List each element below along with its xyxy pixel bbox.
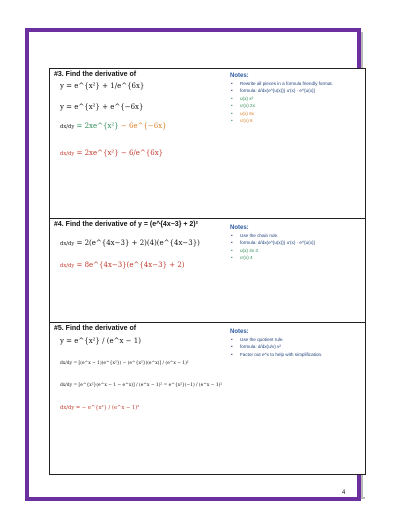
answer-expression: = 8e^{4x−3}(e^{4x−3} + 2)	[76, 261, 185, 269]
derivative-step	[60, 122, 167, 130]
note-item: • Use the chain rule.	[230, 233, 362, 238]
notes-panel	[230, 225, 362, 261]
problem-title: #5. Find the derivative of	[54, 325, 137, 332]
page-frame	[25, 28, 361, 501]
factored-step: dx/dy = [e^{x²}(e^x − 1 − e^x)] / (e^x − 1)² = e^{x²}(−1) / (e^x − 1)²	[60, 383, 223, 388]
chain-rule-expression: = 2(e^{4x−3} + 2)(4)(e^{4x−3})	[76, 239, 200, 247]
page-number: 4	[342, 490, 346, 496]
notes-title: Notes:	[230, 73, 249, 79]
given-function: y = e^{x²} + 1/e^{6x}	[60, 82, 145, 90]
notes-panel	[230, 329, 362, 357]
final-answer	[60, 149, 163, 157]
derivative-term-2: − 6e^{−6x}	[118, 122, 167, 130]
note-item: • formula: d/dx(e^{u(x)}) u′(x) · e^{u(x)}	[230, 240, 362, 245]
problem-5-box	[49, 322, 366, 475]
note-item: • formula: d/dx(e^{u(x)}) u′(x) · e^{u(x)}	[230, 88, 362, 93]
final-answer: dx/dy = − e^{x²} / (e^x − 1)²	[60, 405, 140, 411]
note-item: • Rewrite all pieces in a formula friendly format.	[230, 81, 362, 86]
notes-panel	[230, 73, 362, 123]
note-item: • u(x) 4x 3	[230, 248, 362, 253]
note-item: • u′(x) 6	[230, 118, 362, 123]
derivative-symbol: dx/dy	[60, 241, 75, 247]
note-item: • formula: d/dx(u/v) v²	[230, 344, 362, 349]
given-function: y = e^{x²} / (e^x − 1)	[60, 337, 141, 345]
rewritten-function: y = e^{x²} + e^{−6x}	[60, 103, 144, 111]
derivative-term-1: = 2xe^{x²}	[76, 122, 119, 130]
notes-title: Notes:	[230, 329, 249, 335]
note-item: • Use the quotient rule.	[230, 337, 362, 342]
derivative-symbol: dx/dy	[60, 151, 75, 157]
derivative-symbol: dx/dy	[60, 124, 75, 130]
note-item: • u(x) x²	[230, 96, 362, 101]
derivative-symbol: dx/dy	[60, 263, 75, 269]
note-item: • u′(x) 2x	[230, 103, 362, 108]
answer-expression: = 2xe^{x²} − 6/e^{6x}	[76, 149, 164, 157]
final-answer	[60, 261, 185, 269]
note-item: • u(x) 6x	[230, 111, 362, 116]
problem-title: #4. Find the derivative of y = (e^{4x−3} + 2)²	[54, 221, 198, 228]
derivative-step	[60, 239, 200, 247]
problem-4-box	[49, 218, 366, 330]
note-item: • u′(x) 4	[230, 255, 362, 260]
note-item: • Factor out e^x to help with simplification.	[230, 352, 362, 357]
problem-3-box	[49, 68, 366, 225]
quotient-rule-step: dx/dy = [(e^x − 1)(e^{x²}) − (e^{x²})(e^x)] / (e^x − 1)²	[60, 361, 189, 366]
problem-title: #3. Find the derivative of	[54, 71, 137, 78]
notes-title: Notes:	[230, 225, 249, 231]
